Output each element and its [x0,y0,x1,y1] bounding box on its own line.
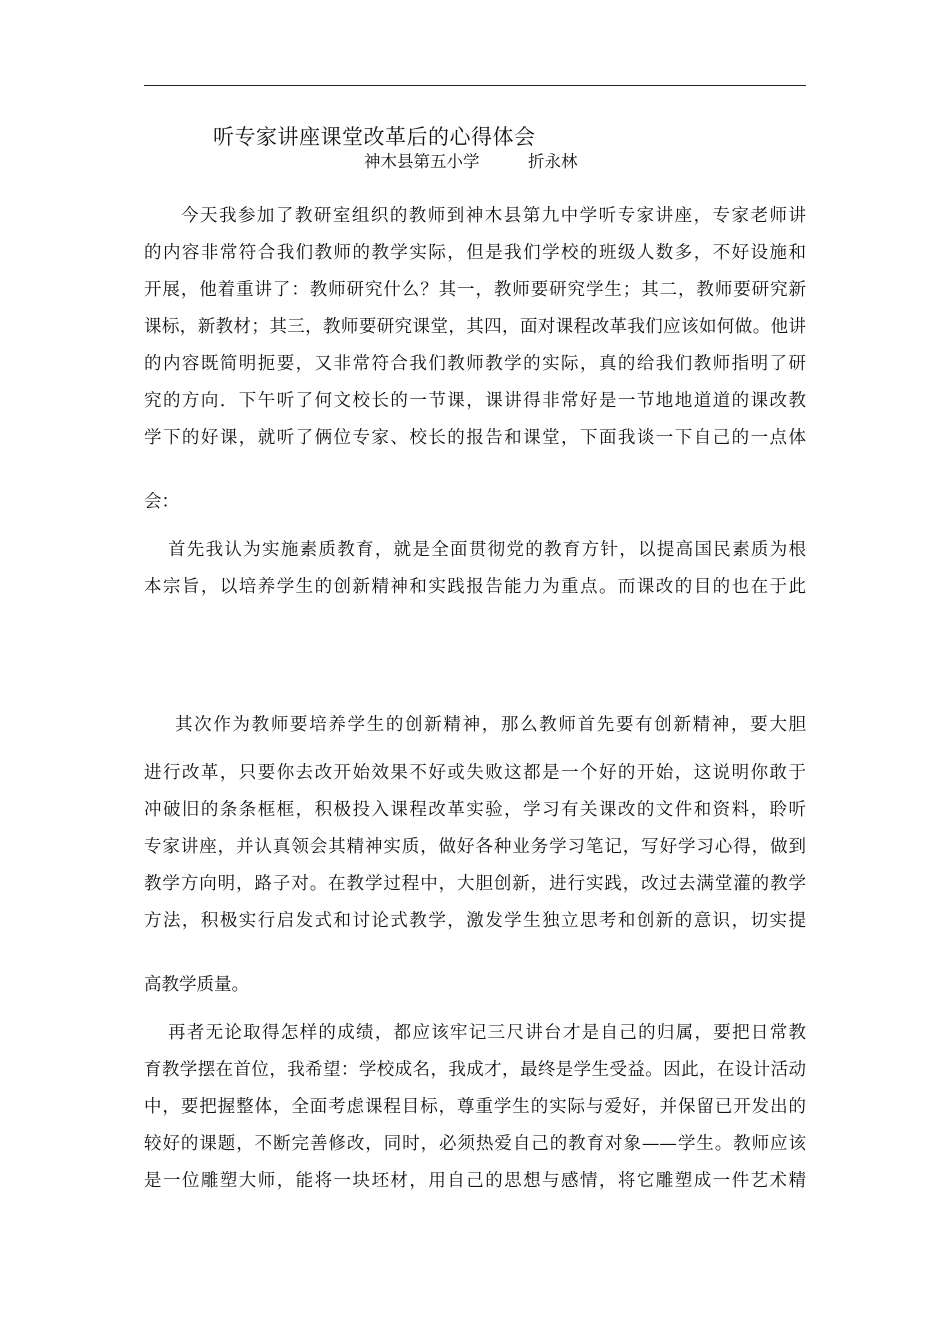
paragraph-line: 教学方向明，路子对。在教学过程中，大胆创新，进行实践，改过去满堂灌的教学 [144,874,806,894]
paragraph-line: 较好的课题，不断完善修改，同时，必须热爱自己的教育对象——学生。教师应该 [144,1134,806,1154]
paragraph-line: 学下的好课，就听了俩位专家、校长的报告和课堂，下面我谈一下自己的一点体 [144,428,806,448]
paragraph-line: 进行改革，只要你去改开始效果不好或失败这都是一个好的开始，这说明你敢于 [144,763,806,783]
paragraph-line: 是一位雕塑大师，能将一块坯材，用自己的思想与感情，将它雕塑成一件艺术精 [144,1171,806,1191]
paragraph-line: 高教学质量。 [144,975,249,995]
paragraph-line: 首先我认为实施素质教育，就是全面贯彻党的教育方针，以提高国民素质为根 [168,540,806,560]
author-name: 折永林 [528,152,578,171]
paragraph-line: 其次作为教师要培养学生的创新精神，那么教师首先要有创新精神，要大胆 [175,715,806,735]
document-title: 听专家讲座课堂改革后的心得体会 [213,125,536,149]
paragraph-line: 课标，新教材；其三，教师要研究课堂，其四，面对课程改革我们应该如何做。他讲 [144,317,806,337]
paragraph-line: 育教学摆在首位，我希望：学校成名，我成才，最终是学生受益。因此，在设计活动 [144,1060,806,1080]
paragraph-line: 开展，他着重讲了：教师研究什么？其一，教师要研究学生；其二，教师要研究新 [144,280,806,300]
paragraph-line: 再者无论取得怎样的成绩，都应该牢记三尺讲台才是自己的归属，要把日常教 [168,1023,806,1043]
paragraph-line: 专家讲座，并认真领会其精神实质，做好各种业务学习笔记，写好学习心得，做到 [144,837,806,857]
school-name: 神木县第五小学 [364,152,480,171]
paragraph-line: 方法，积极实行启发式和讨论式教学，激发学生独立思考和创新的意识，切实提 [144,911,806,931]
paragraph-line: 会： [144,492,179,512]
paragraph-line: 究的方向．下午听了何文校长的一节课，课讲得非常好是一节地地道道的课改教 [144,391,806,411]
paragraph-line: 的内容非常符合我们教师的教学实际，但是我们学校的班级人数多，不好设施和 [144,243,806,263]
header-rule [144,85,806,86]
paragraph-line: 本宗旨，以培养学生的创新精神和实践报告能力为重点。而课改的目的也在于此 [144,577,806,597]
paragraph-line: 冲破旧的条条框框，积极投入课程改革实验，学习有关课改的文件和资料，聆听 [144,800,806,820]
paragraph-line: 中，要把握整体，全面考虑课程目标，尊重学生的实际与爱好，并保留已开发出的 [144,1097,806,1117]
paragraph-line: 的内容既简明扼要，又非常符合我们教师教学的实际，真的给我们教师指明了研 [144,354,806,374]
paragraph-line: 今天我参加了教研室组织的教师到神木县第九中学听专家讲座，专家老师讲 [181,206,806,226]
